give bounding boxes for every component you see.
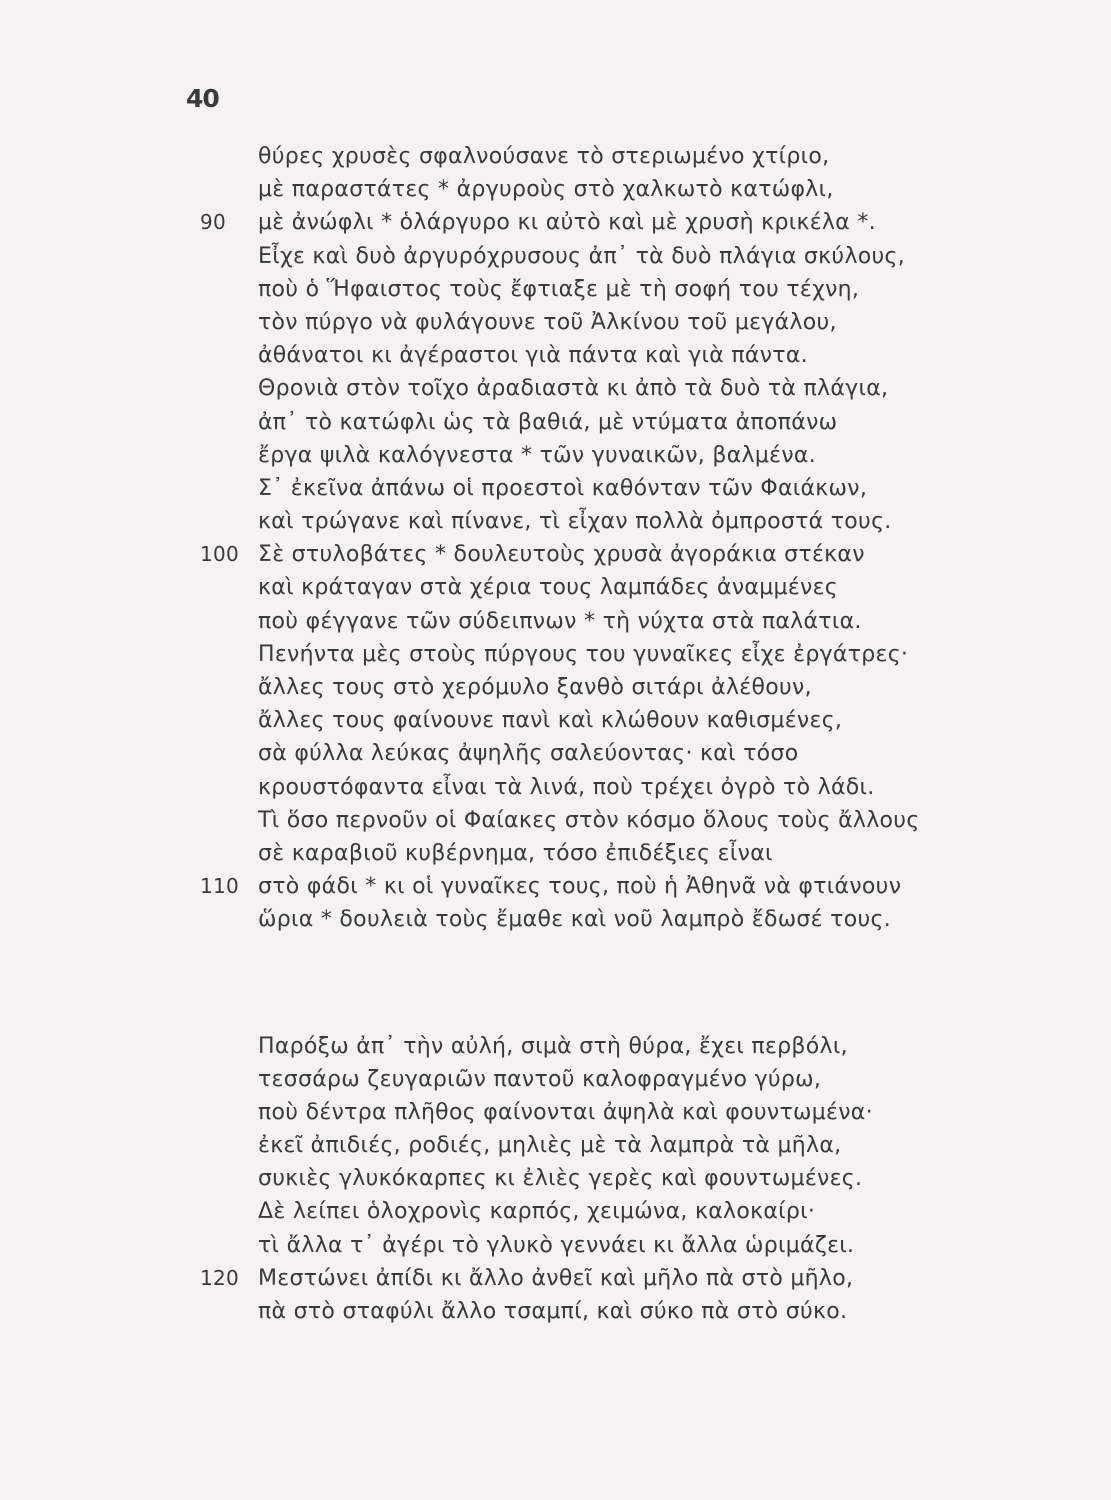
verse-line: [258, 406, 1078, 439]
verse-line: [258, 273, 1078, 306]
verse-text: Τὶ ὅσο περνοῦν οἱ Φαίακες στὸν κόσμο ὅλους τοὺς ἄλλους: [258, 807, 920, 833]
verse-line: [258, 339, 1078, 372]
verse-line: [258, 1030, 1078, 1063]
verse-text: Εἶχε καὶ δυὸ ἀργυρόχρυσους ἀπ᾿ τὰ δυὸ πλάγια σκύλους,: [258, 243, 906, 269]
verse-text: Δὲ λείπει ὁλοχρονὶς καρπός, χειμώνα, καλοκαίρι·: [258, 1199, 816, 1225]
verse-text: Σ᾿ ἐκεῖνα ἀπάνω οἱ προεστοὶ καθόνταν τῶν Φαιάκων,: [258, 475, 868, 501]
verse-text: ἄλλες τους στὸ χερόμυλο ξανθὸ σιτάρι ἀλέθουν,: [258, 675, 812, 700]
verse-text: ὥρια * δουλειὰ τοὺς ἔμαθε καὶ νοῦ λαμπρὸ ἔδωσέ τους.: [258, 907, 891, 933]
verse-line: [258, 1195, 1078, 1228]
verse-text: ποὺ δέντρα πλῆθος φαίνονται ἀψηλὰ καὶ φουντωμένα·: [258, 1100, 873, 1126]
verse-line: [258, 638, 1078, 671]
verse-text: ποὺ ὁ Ἥφαιστος τοὺς ἔφτιαξε μὲ τὴ σοφή του τέχνη,: [258, 276, 860, 302]
verse-line: [258, 439, 1078, 472]
verse-text: Μεστώνει ἀπίδι κι ἄλλο ἀνθεῖ καὶ μῆλο πὰ στὸ μῆλο,: [258, 1265, 854, 1291]
verse-line: [200, 206, 1078, 239]
verse-text: Πενήντα μὲς στοὺς πύργους του γυναῖκες εἶχε ἐργάτρες·: [258, 641, 909, 667]
verse-line: [258, 671, 1078, 704]
line-number: 110: [200, 874, 240, 899]
verse-text: καὶ τρώγανε καὶ πίνανε, τὶ εἶχαν πολλὰ ὀμπροστά τους.: [258, 509, 892, 535]
verse-line: [258, 903, 1078, 936]
verse-text: κρουστόφαντα εἶναι τὰ λινά, ποὺ τρέχει ὀγρὸ τὸ λάδι.: [258, 774, 875, 800]
verse-text: Σὲ στυλοβάτες * δουλευτοὺς χρυσὰ ἀγοράκια στέκαν: [258, 542, 865, 568]
verse-line: [258, 1096, 1078, 1129]
verse-line: [258, 704, 1078, 737]
verse-line: [258, 1063, 1078, 1096]
verse-line: [258, 472, 1078, 505]
verse-line: [258, 605, 1078, 638]
page-number: 40: [186, 84, 219, 113]
verse-text: πὰ στὸ σταφύλι ἄλλο τσαμπί, καὶ σύκο πὰ στὸ σύκο.: [258, 1298, 848, 1324]
verse-line: [258, 240, 1078, 273]
verse-line: [258, 306, 1078, 339]
verse-text: τὶ ἄλλα τ᾿ ἀγέρι τὸ γλυκὸ γεννάει κι ἄλλα ὡριμάζει.: [258, 1232, 855, 1258]
verse-text: ἔργα ψιλὰ καλόγνεστα * τῶν γυναικῶν, βαλμένα.: [258, 442, 816, 468]
verse-text: καὶ κράταγαν στὰ χέρια τους λαμπάδες ἀναμμένες: [258, 575, 839, 601]
verse-text: συκιὲς γλυκόκαρπες κι ἐλιὲς γερὲς καὶ φουντωμένες.: [258, 1166, 863, 1192]
verse-text: στὸ φάδι * κι οἱ γυναῖκες τους, ποὺ ἡ Ἀθηνᾶ νὰ φτιάνουν: [258, 874, 902, 900]
verse-line: [258, 1229, 1078, 1262]
verse-line: [258, 571, 1078, 604]
verse-text: μὲ παραστάτες * ἀργυροὺς στὸ χαλκωτὸ κατώφλι,: [258, 177, 834, 203]
verse-line: [258, 372, 1078, 405]
verse-text: μὲ ἀνώφλι * ὁλάργυρο κι αὐτὸ καὶ μὲ χρυσὴ κρικέλα *.: [258, 210, 876, 236]
poem-stanza: [200, 140, 1078, 937]
verse-line: [258, 804, 1078, 837]
verse-line: [258, 1295, 1078, 1328]
verse-text: ἐκεῖ ἀπιδιές, ροδιές, μηλιὲς μὲ τὰ λαμπρὰ τὰ μῆλα,: [258, 1133, 842, 1159]
verse-line: [258, 173, 1078, 206]
poem-stanza: [200, 1030, 1078, 1328]
verse-text: τὸν πύργο νὰ φυλάγουνε τοῦ Ἀλκίνου τοῦ μεγάλου,: [258, 309, 837, 335]
verse-line: [200, 870, 1078, 903]
verse-line: [200, 538, 1078, 571]
verse-text: ἄλλες τους φαίνουνε πανὶ καὶ κλώθουν καθισμένες,: [258, 708, 843, 734]
verse-text: ποὺ φέγγανε τῶν σύδειπνων * τὴ νύχτα στὰ παλάτια.: [258, 608, 862, 634]
verse-text: ἀπ᾿ τὸ κατώφλι ὡς τὰ βαθιά, μὲ ντύματα ἀποπάνω: [258, 409, 838, 435]
verse-text: θύρες χρυσὲς σφαλνούσανε τὸ στεριωμένο χτίριο,: [258, 144, 830, 169]
verse-text: Παρόξω ἀπ᾿ τὴν αὐλή, σιμὰ στὴ θύρα, ἔχει περβόλι,: [258, 1034, 848, 1059]
verse-line: [258, 505, 1078, 538]
verse-line: [258, 837, 1078, 870]
line-number: 90: [200, 210, 227, 235]
verse-text: τεσσάρω ζευγαριῶν παντοῦ καλοφραγμένο γύρω,: [258, 1067, 822, 1093]
verse-text: ἀθάνατοι κι ἀγέραστοι γιὰ πάντα καὶ γιὰ πάντα.: [258, 343, 808, 369]
verse-line: [258, 737, 1078, 770]
verse-line: [258, 1162, 1078, 1195]
line-number: 120: [200, 1265, 240, 1290]
verse-line: [258, 140, 1078, 173]
verse-text: σὲ καραβιοῦ κυβέρνημα, τόσο ἐπιδέξιες εἶναι: [258, 840, 773, 866]
verse-line: [258, 1129, 1078, 1162]
verse-text: σὰ φύλλα λεύκας ἀψηλῆς σαλεύοντας· καὶ τόσο: [258, 741, 799, 767]
line-number: 100: [200, 542, 240, 567]
verse-text: Θρονιὰ στὸν τοῖχο ἀραδιαστὰ κι ἀπὸ τὰ δυὸ τὰ πλάγια,: [258, 376, 889, 402]
verse-line: [200, 1262, 1078, 1295]
verse-line: [258, 771, 1078, 804]
